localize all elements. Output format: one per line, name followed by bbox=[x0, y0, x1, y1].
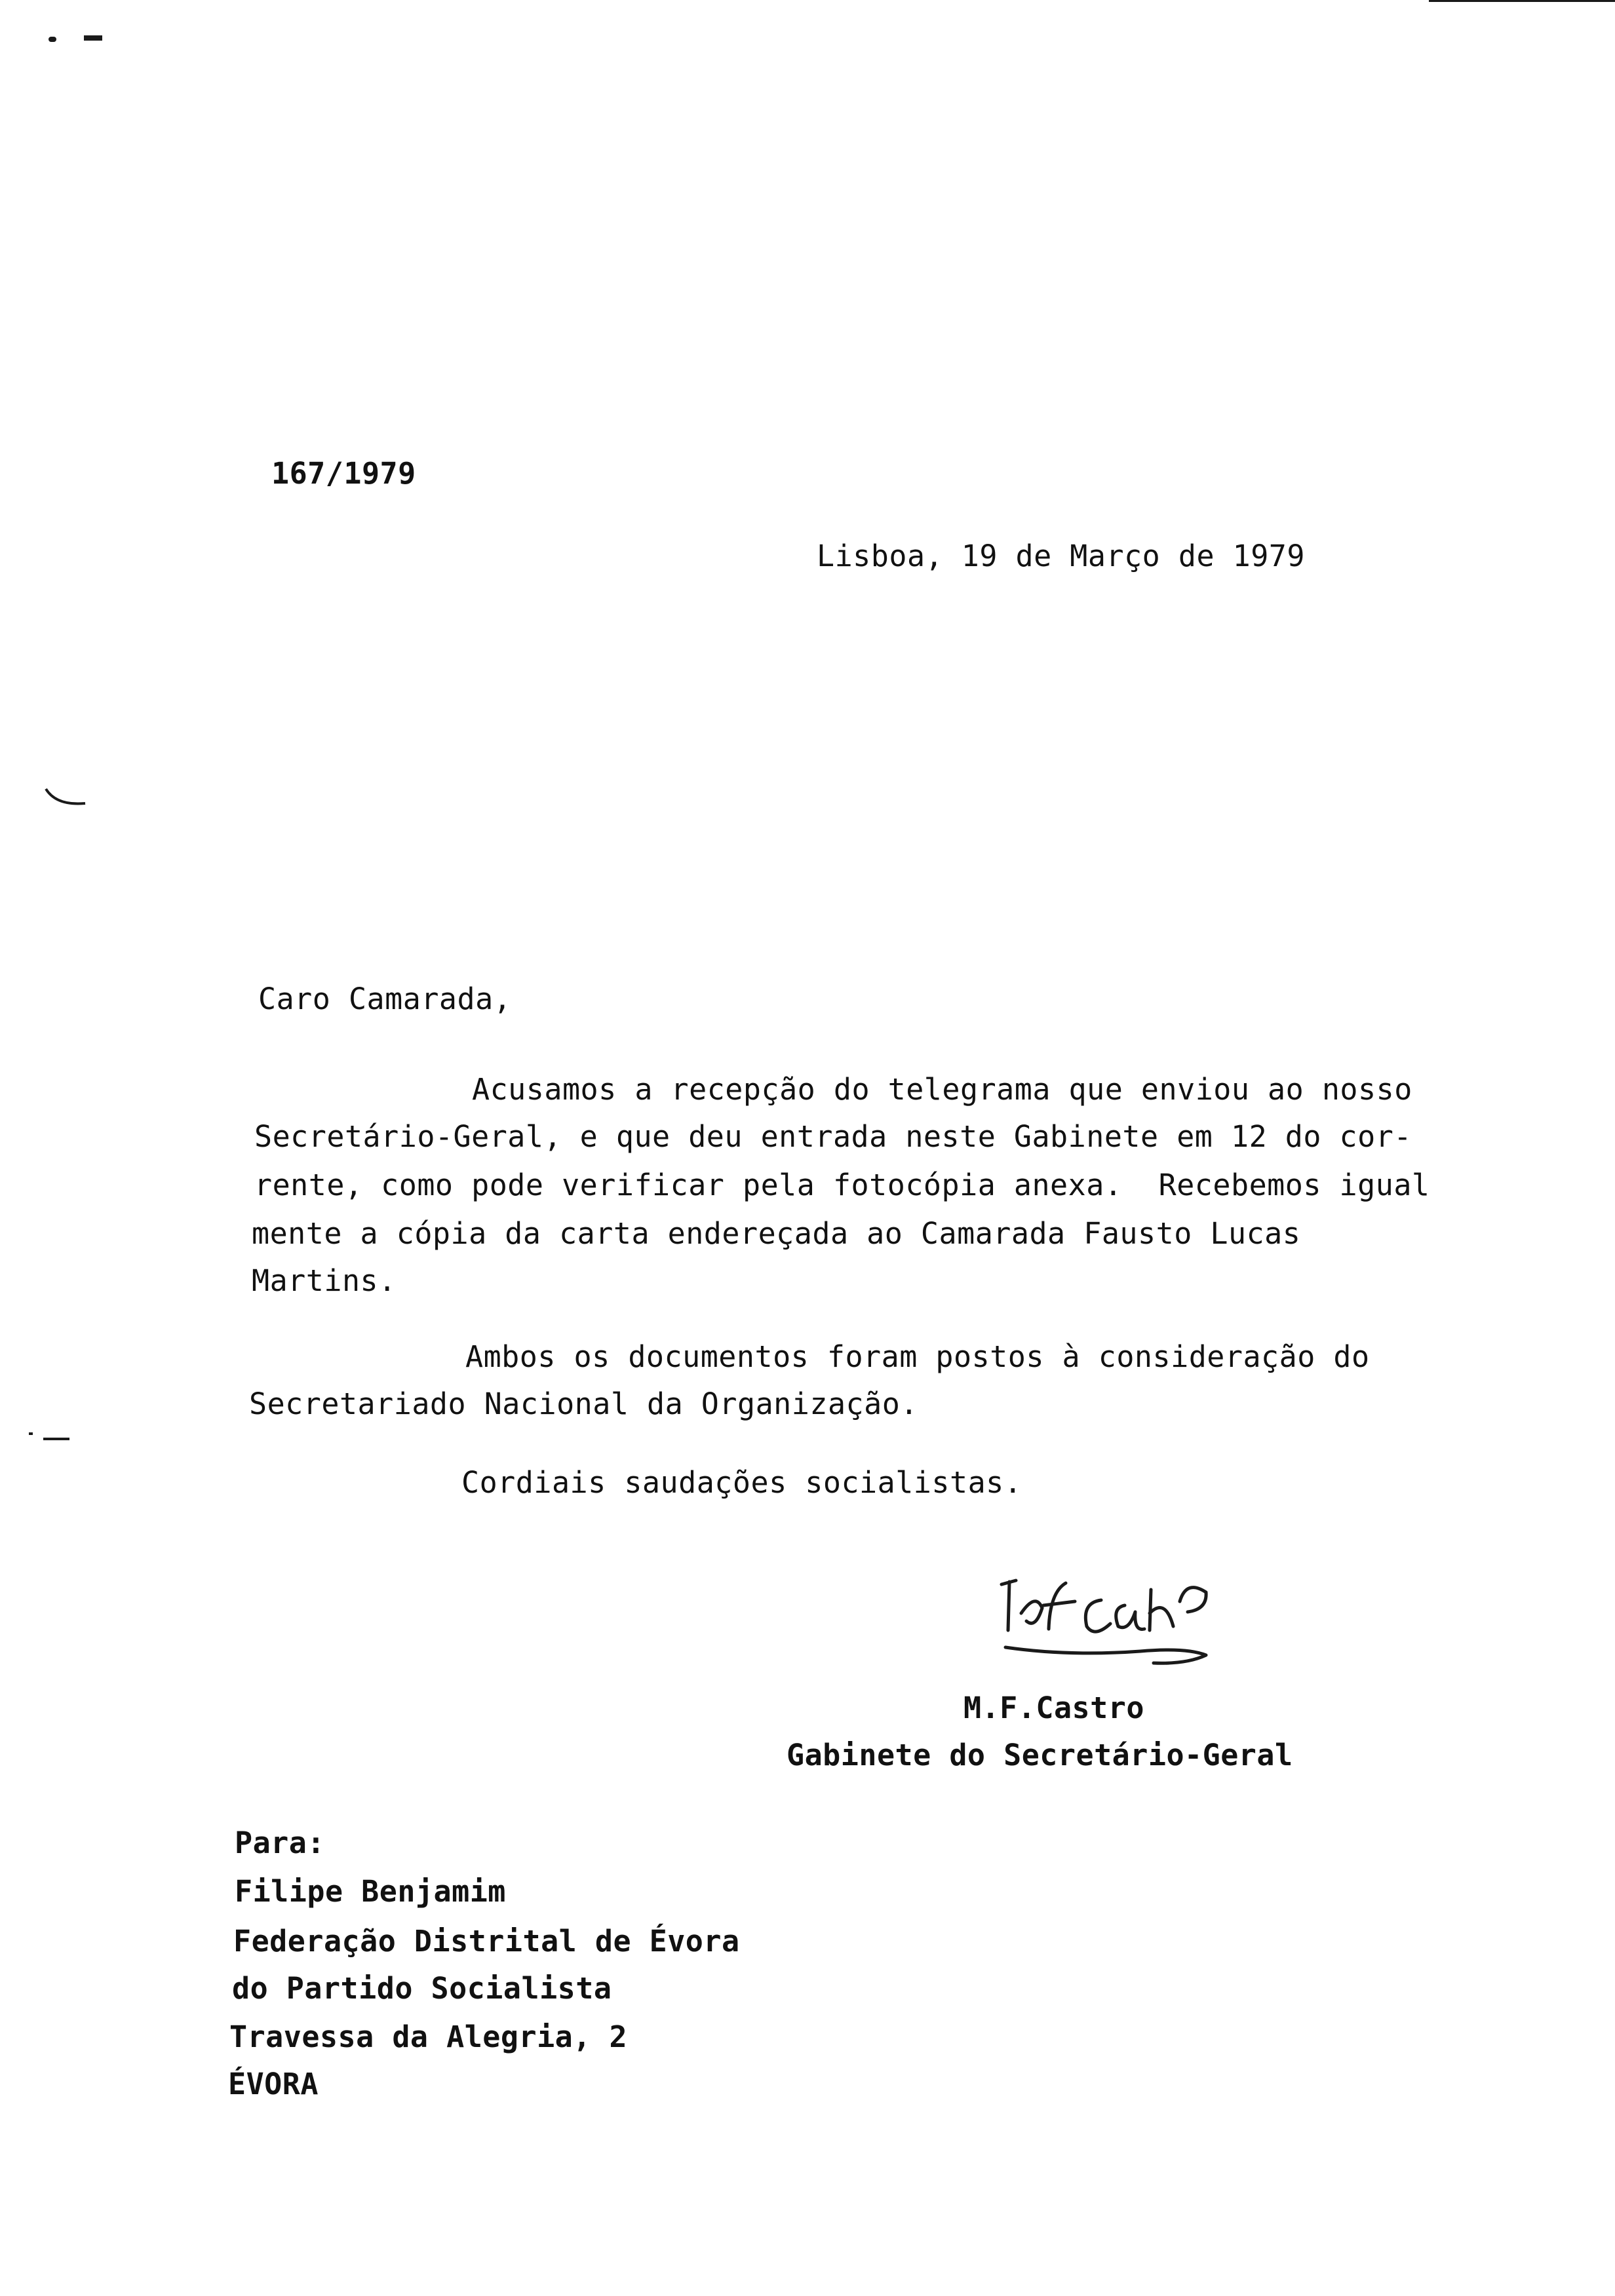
scan-mark-top-right-line bbox=[1429, 0, 1615, 2]
body-line: Martins. bbox=[252, 1263, 397, 1298]
recipient-street: Travessa da Alegria, 2 bbox=[229, 2019, 628, 2054]
recipient-label: Para: bbox=[235, 1826, 325, 1860]
body-line: Acusamos a recepção do telegrama que enviou ao nosso bbox=[472, 1072, 1412, 1107]
recipient-org-line-1: Federação Distrital de Évora bbox=[233, 1924, 740, 1959]
signer-office: Gabinete do Secretário-Geral bbox=[787, 1738, 1293, 1772]
body-line: Ambos os documentos foram postos à consideração do bbox=[465, 1339, 1370, 1374]
recipient-name: Filipe Benjamim bbox=[235, 1874, 506, 1909]
handwritten-signature bbox=[990, 1566, 1265, 1671]
body-line: mente a cópia da carta endereçada ao Camarada Fausto Lucas bbox=[252, 1216, 1301, 1251]
recipient-org-line-2: do Partido Socialista bbox=[232, 1971, 612, 2006]
hole-punch-mark-lower bbox=[43, 1438, 69, 1440]
body-line: Secretariado Nacional da Organização. bbox=[249, 1387, 918, 1421]
body-line: Secretário-Geral, e que deu entrada neste Gabinete em 12 do cor- bbox=[254, 1119, 1412, 1154]
hole-punch-mark-upper bbox=[43, 786, 89, 813]
signer-name: M.F.Castro bbox=[963, 1691, 1144, 1725]
recipient-city: ÉVORA bbox=[228, 2067, 319, 2101]
hole-punch-mark-lower-dot bbox=[29, 1432, 33, 1435]
scan-mark-top-left bbox=[49, 37, 56, 42]
place-date: Lisboa, 19 de Março de 1979 bbox=[817, 539, 1305, 573]
salutation: Caro Camarada, bbox=[258, 982, 512, 1016]
body-line: rente, como pode verificar pela fotocópia anexa. Recebemos igual bbox=[254, 1168, 1430, 1202]
reference-number: 167/1979 bbox=[271, 456, 416, 491]
closing-line: Cordiais saudações socialistas. bbox=[461, 1465, 1022, 1500]
scan-mark-top-left-2 bbox=[84, 35, 102, 41]
